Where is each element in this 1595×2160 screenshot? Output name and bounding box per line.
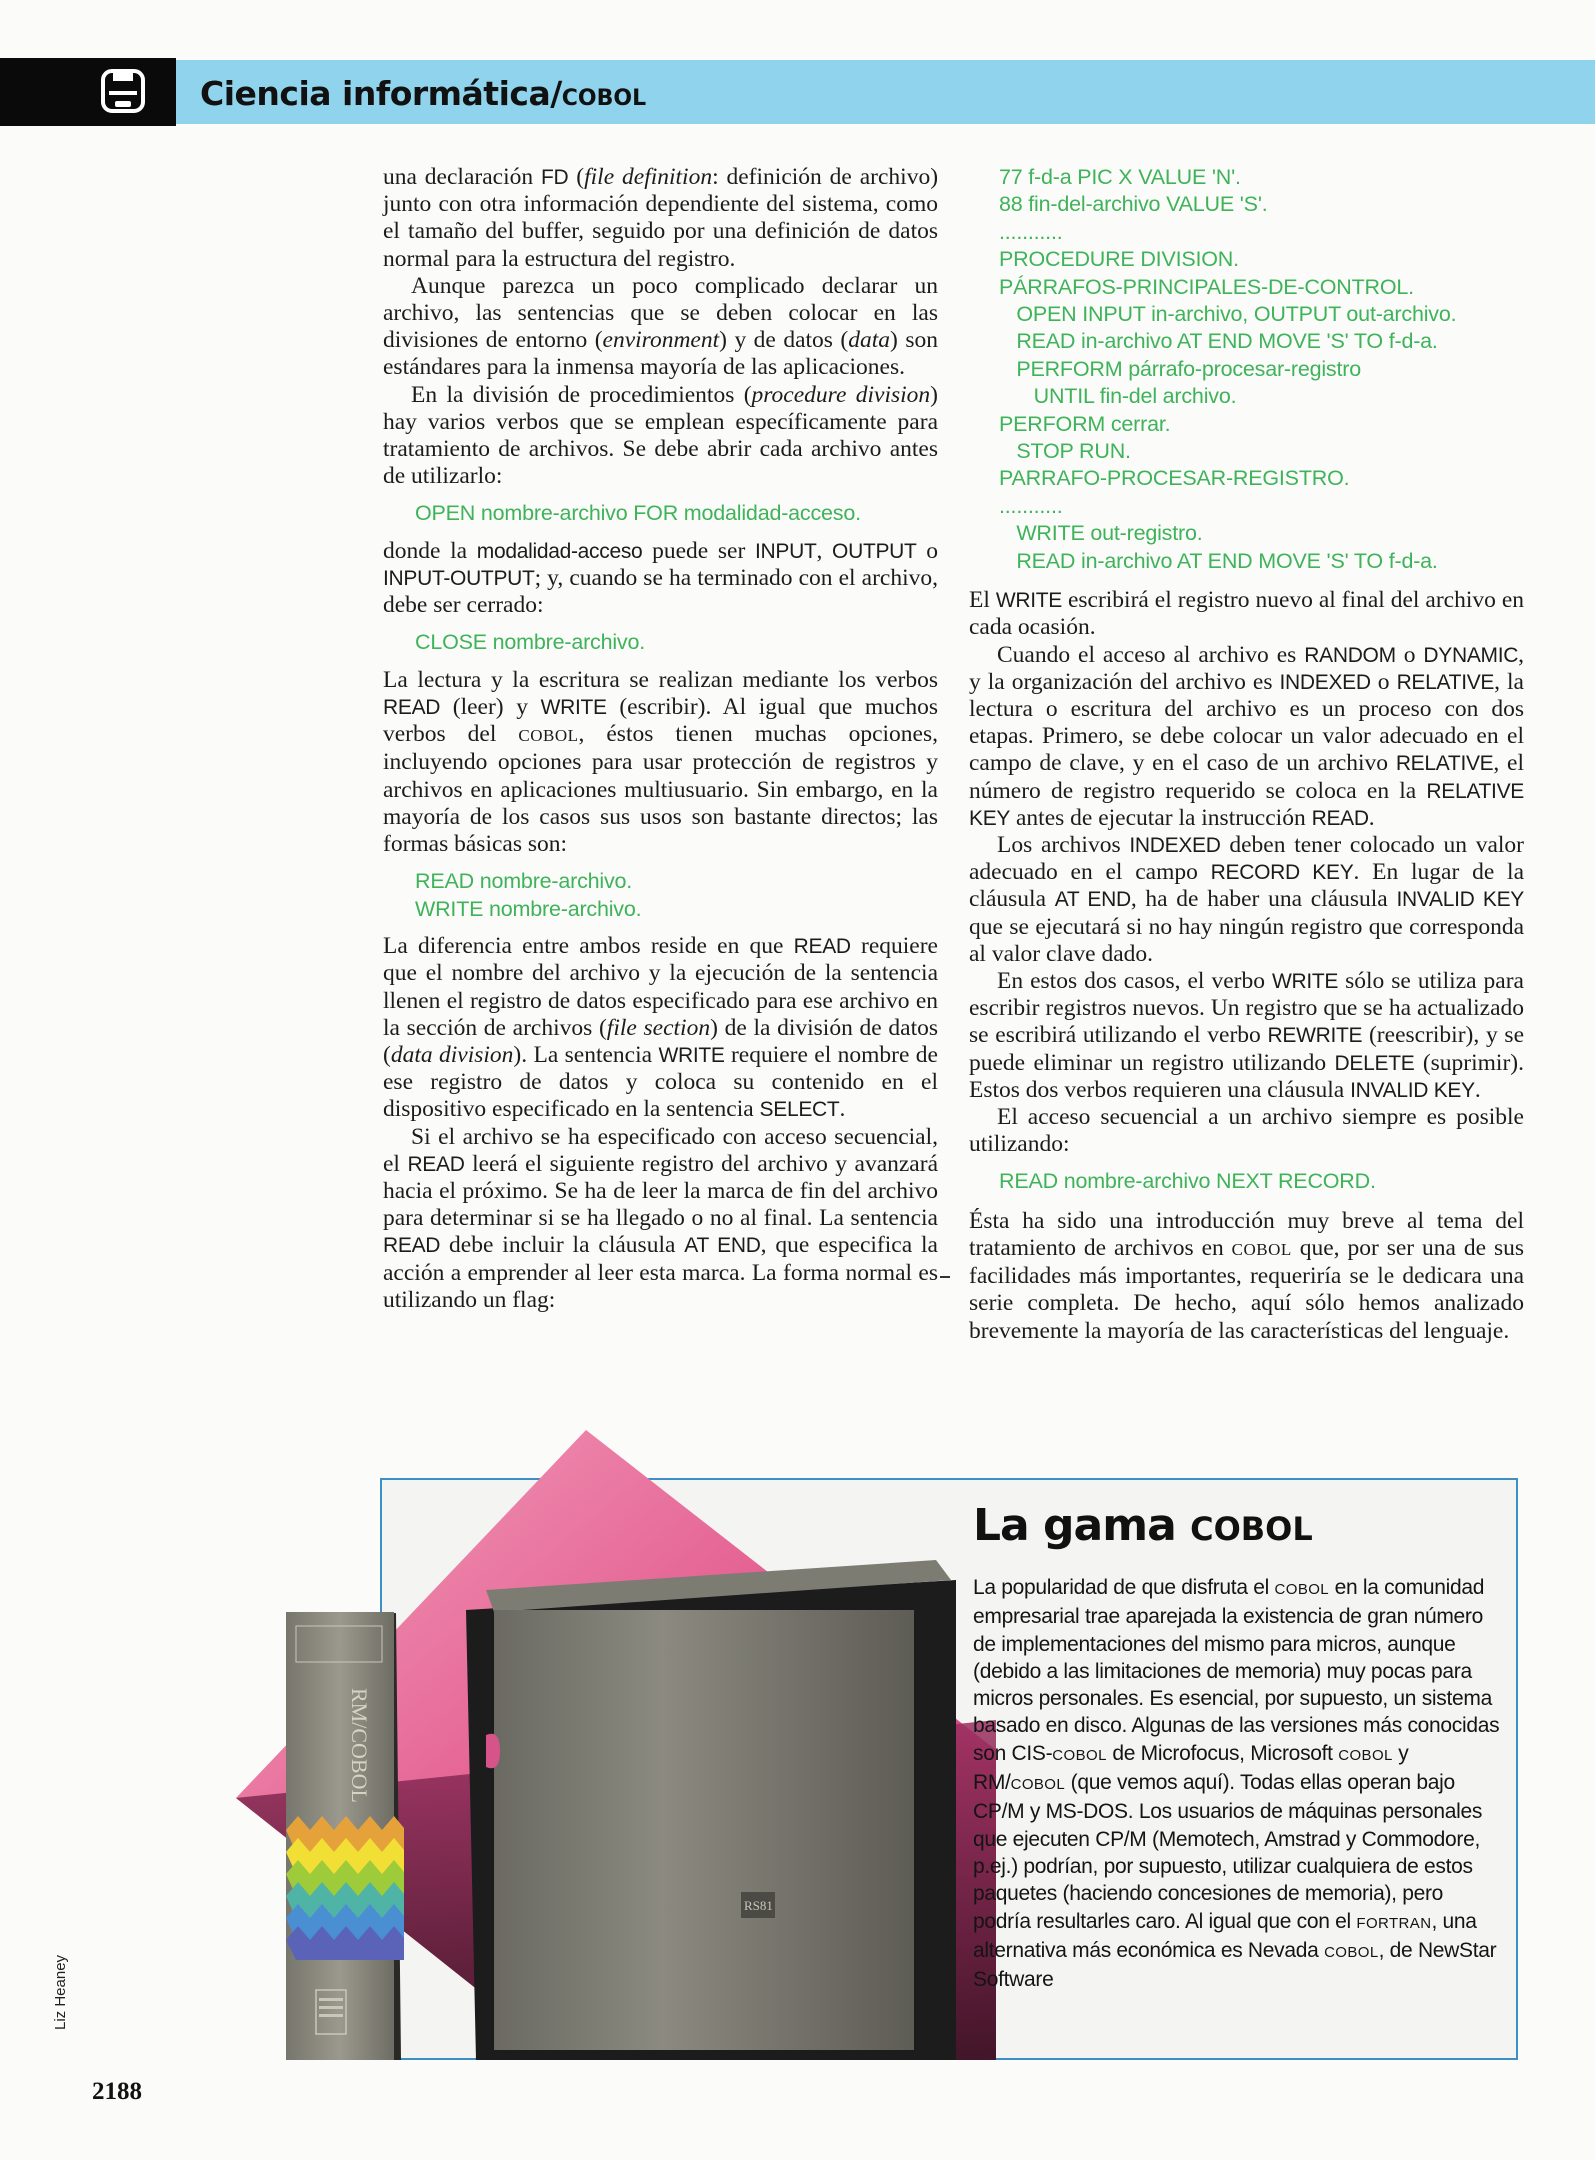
paragraph: una declaración FD (file definition: definición de archivo) junto con otra información dependiente del sistema, como el tamaño del buffer, seguido por una definición de datos normal para la estructura del registro. xyxy=(383,164,939,272)
paragraph: Si el archivo se ha especificado con acceso secuencial, el READ leerá el siguiente registro del archivo y avanzará hacia el próximo. Se ha de leer la marca de fin del archivo para determinar si se ha llegado o no al final. La sentencia READ debe incluir la cláusula AT END, que especifica la acción a emprender al leer esta marca. La forma normal es utilizando un flag: xyxy=(383,1123,938,1313)
paragraph: Aunque parezca un poco complicado declarar un archivo, las sentencias que se deben colocar en las divisiones de entorno (environment) y de datos (data) son estándares para la inmensa mayoría de las aplicaciones. xyxy=(383,272,938,381)
floppy-disk-icon xyxy=(100,68,146,114)
box-title: La gama COBOL xyxy=(973,1500,1313,1551)
section-title xyxy=(200,74,646,113)
paragraph: Cuando el acceso al archivo es RANDOM o DYNAMIC, y la organización del archivo es INDEXED o RELATIVE, la lectura o escritura del archivo es un proceso con dos etapas. Primero, se debe colocar un valor adecuado en el campo de clave, y en el caso de un archivo RELATIVE, el número de registro requerido se coloca en la RELATIVE KEY antes de ejecutar la instrucción READ. xyxy=(969,641,1525,831)
margin-tick xyxy=(940,1276,950,1278)
code-read-write: READ nombre-archivo. WRITE nombre-archivo. xyxy=(415,869,642,921)
binder-label-line xyxy=(319,2014,343,2017)
software-case xyxy=(494,1610,914,2050)
binder-color-band xyxy=(286,1816,404,1960)
paragraph: En estos dos casos, el verbo WRITE sólo se utiliza para escribir registros nuevos. Un registro que se ha actualizado se escribirá utilizando el verbo REWRITE (reescribir), y se puede eliminar un registro utilizando DELETE (suprimir). Estos dos verbos requieren una cláusula INVALID KEY. xyxy=(969,967,1525,1103)
case-label: RS81 xyxy=(744,1898,773,1913)
paragraph: Ésta ha sido una introducción muy breve al tema del tratamiento de archivos en COBOL que, por ser una de sus facilidades más importantes, requeriría se le dedicara una serie completa. De hecho, aquí sólo hemos analizado brevemente la mayoría de las características del lenguaje. xyxy=(969,1207,1525,1344)
binder-label: RM/COBOL xyxy=(347,1688,372,1803)
paragraph: Los archivos INDEXED deben tener colocado un valor adecuado en el campo RECORD KEY. En lugar de la cláusula AT END, ha de haber una cláusula INVALID KEY que se ejecutará si no hay ningún registro que corresponda al valor clave dado. xyxy=(969,831,1524,967)
header-black-tab xyxy=(0,58,176,126)
paragraph: La lectura y la escritura se realizan mediante los verbos READ (leer) y WRITE (escribir). Al igual que muchos verbos del COBOL, éstos tienen muchas opciones, incluyendo opciones para usar protección de registros y archivos en aplicaciones multiusuario. Sin embargo, en la mayoría de los casos sus usos son bastante directos; las formas básicas son: xyxy=(383,666,938,858)
product-photo xyxy=(236,1430,1006,2060)
paragraph: El acceso secuencial a un archivo siempre es posible utilizando: xyxy=(969,1103,1524,1158)
code-open: OPEN nombre-archivo FOR modalidad-acceso. xyxy=(415,501,861,526)
paragraph: El WRITE escribirá el registro nuevo al final del archivo en cada ocasión. xyxy=(969,587,1525,641)
binder-label-line xyxy=(319,1998,343,2001)
section-title-sub: COBOL xyxy=(561,86,647,111)
right-column xyxy=(969,164,1524,1345)
page-number: 2188 xyxy=(92,2078,142,2105)
code-close: CLOSE nombre-archivo. xyxy=(415,630,646,655)
case-notch xyxy=(486,1734,500,1769)
photo-credit: Liz Heaney xyxy=(52,1954,69,2030)
paragraph: En la división de procedimientos (procedure division) hay varios verbos que se emplean específicamente para tratamiento de archivos. Se debe abrir cada archivo antes de utilizarlo: xyxy=(383,381,938,490)
left-column xyxy=(383,164,938,1314)
code-next-record: READ nombre-archivo NEXT RECORD. xyxy=(999,1169,1376,1194)
binder-label-line xyxy=(319,2006,343,2009)
box-text: La popularidad de que disfruta el COBOL en la comunidad empresarial trae aparejada la existencia de gran número de implementaciones del mismo para micros, aunque (debido a las limitaciones de memoria) muy pocas para micros personales. Es esencial, por supuesto, un sistema basado en disco. Algunas de las versiones más conocidas son CIS-COBOL de Microfocus, Microsoft COBOL y RM/COBOL (que vemos aquí). Todas ellas operan bajo CP/M y MS-DOS. Los usuarios de máquinas personales que ejecuten CP/M (Memotech, Amstrad y Commodore, p.ej.) podrían, por supuesto, utilizar cualquiera de estos paquetes (haciendo concesiones de memoria), pero podría resultarles caro. Al igual que con el FORTRAN, una alternativa más económica es Nevada COBOL, de NewStar Software xyxy=(973,1576,1500,1992)
section-title-main: Ciencia informática/ xyxy=(200,74,562,113)
code-flag-example: 77 f-d-a PIC X VALUE 'N'. 88 fin-del-archivo VALUE 'S'. ........... PROCEDURE DIVISION. PÁRRAFOS-PRINCIPALES-DE-CONTROL. OPEN INPUT in-archivo, OUTPUT out-archivo. READ in-archivo AT END MOVE 'S' TO f-d-a. PERFORM párrafo-procesar-registro UNTIL fin-del archivo. PERFORM cerrar. STOP RUN. PARRAFO-PROCESAR-REGISTRO. ........... WRITE out-registro. READ in-archivo AT END MOVE 'S' TO f-d-a. xyxy=(999,165,1457,573)
paragraph: donde la modalidad-acceso puede ser INPUT, OUTPUT o INPUT-OUTPUT; y, cuando se ha terminado con el archivo, debe ser cerrado: xyxy=(383,537,939,619)
paragraph: La diferencia entre ambos reside en que READ requiere que el nombre del archivo y la ejecución de la sentencia llenen el registro de datos especificado para ese archivo en la sección de archivos (file section) de la división de datos (data division). La sentencia WRITE requiere el nombre de ese registro de datos y coloca su contenido en el dispositivo especificado en la sentencia SELECT. xyxy=(383,933,938,1123)
